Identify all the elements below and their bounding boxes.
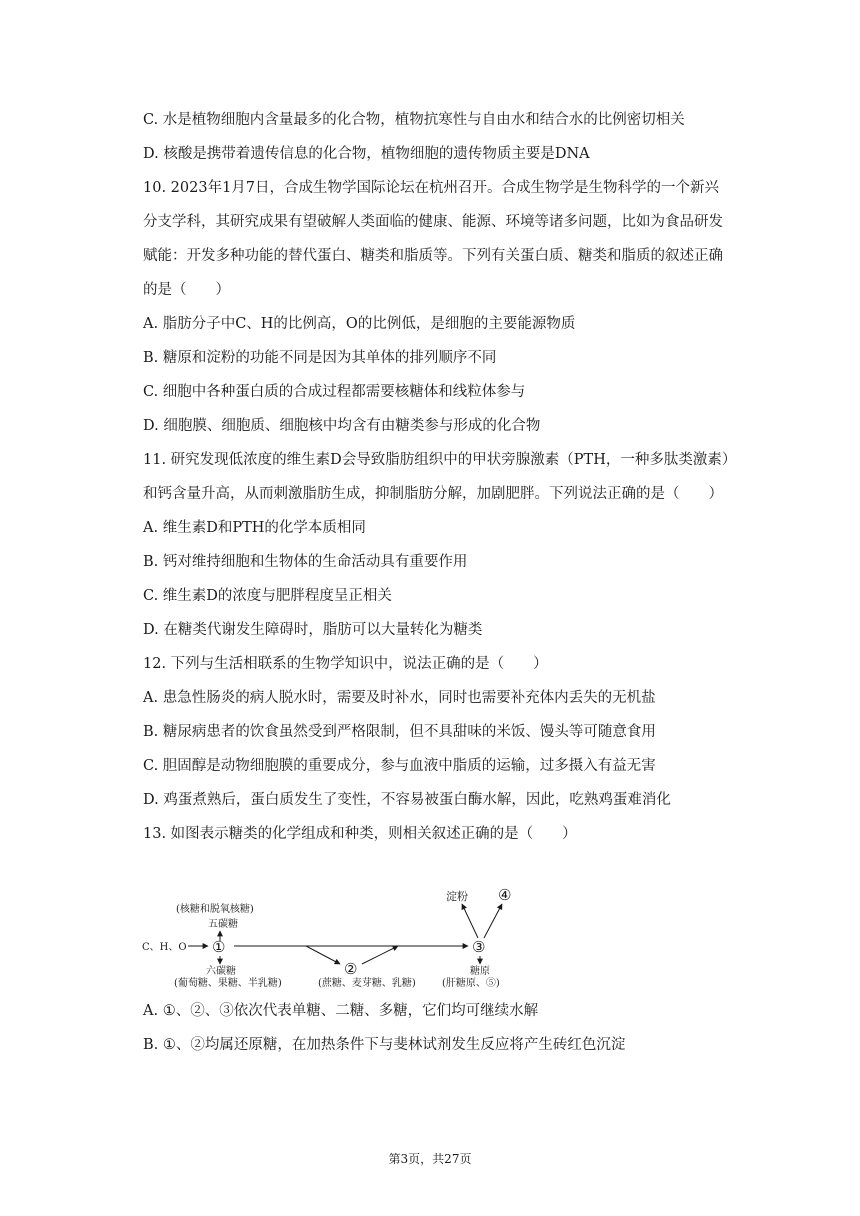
glycogen-examples-label: (肝糖原、⑤) [442,978,500,989]
disaccharide-examples-label: (蔗糖、麦芽糖、乳糖) [318,978,416,989]
arrow-3-to-starch [462,904,478,938]
page-number: 第3页，共27页 [388,1152,472,1166]
option-9c: C. 水是植物细胞内含量最多的化合物，植物抗寒性与自由水和结合水的比例密切相关 [143,112,685,128]
starch-label: 淀粉 [446,890,468,903]
option-12b: B. 糖尿病患者的饮食虽然受到严格限制，但不具甜味的米饭、馒头等可随意食用 [143,724,656,740]
arrow-3-to-4 [484,904,502,938]
question-10-stem-line-3: 赋能：开发多种功能的替代蛋白、糖类和脂质等。下列有关蛋白质、糖类和脂质的叙述正确 [143,248,723,264]
option-12c: C. 胆固醇是动物细胞膜的重要成分，参与血液中脂质的运输，过多摄入有益无害 [143,758,656,774]
node-1: ① [212,938,226,956]
question-13-stem: 13. 如图表示糖类的化学组成和种类，则相关叙述正确的是（ ） [143,826,577,842]
option-11b: B. 钙对维持细胞和生物体的生命活动具有重要作用 [143,554,468,570]
question-11-stem-line-2: 和钙含量升高，从而刺激脂肪生成，抑制脂肪分解，加剧肥胖。下列说法正确的是（ ） [143,486,723,502]
option-12d: D. 鸡蛋煮熟后，蛋白质发生了变性，不容易被蛋白酶水解，因此，吃熟鸡蛋难消化 [143,792,671,808]
option-10c: C. 细胞中各种蛋白质的合成过程都需要核糖体和线粒体参与 [143,384,526,400]
option-12a: A. 患急性肠炎的病人脱水时，需要及时补水，同时也需要补充体内丢失的无机盐 [143,690,656,706]
option-10a: A. 脂肪分子中C、H的比例高，O的比例低，是细胞的主要能源物质 [143,316,576,332]
question-12-stem: 12. 下列与生活相联系的生物学知识中，说法正确的是（ ） [143,656,548,672]
glycogen-label: 糖原 [470,966,490,977]
option-9d: D. 核酸是携带着遗传信息的化合物，植物细胞的遗传物质主要是DNA [143,146,590,162]
option-11a: A. 维生素D和PTH的化学本质相同 [143,520,366,536]
option-10b: B. 糖原和淀粉的功能不同是因为其单体的排列顺序不同 [143,350,497,366]
arrow-1-to-2 [306,946,340,964]
question-10-stem-line-1: 10. 2023年1月7日，合成生物学国际论坛在杭州召开。合成生物学是生物科学的一个新兴 [143,180,720,196]
question-10-stem-line-4: 的是（ ） [143,282,230,298]
option-11d: D. 在糖类代谢发生障碍时，脂肪可以大量转化为糖类 [143,622,483,638]
hexose-label: 六碳糖 [206,966,236,977]
option-13b: B. ①、②均属还原糖，在加热条件下与斐林试剂发生反应将产生砖红色沉淀 [143,1037,626,1053]
pentose-label: 五碳糖 [208,919,238,930]
option-13a: A. ①、②、③依次代表单糖、二糖、多糖，它们均可继续水解 [143,1003,539,1019]
question-10-stem-line-2: 分支学科，其研究成果有望破解人类面临的健康、能源、环境等诸多问题，比如为食品研发 [143,214,723,230]
option-10d: D. 细胞膜、细胞质、细胞核中均含有由糖类参与形成的化合物 [143,418,541,434]
arrow-2-to-3 [362,946,398,964]
pentose-examples-label: (核糖和脱氧核糖) [176,904,254,915]
hexose-examples-label: (葡萄糖、果糖、半乳糖) [174,978,282,989]
sugar-classification-diagram [138,880,538,992]
elements-label: C、H、O [142,942,187,953]
question-11-stem-line-1: 11. 研究发现低浓度的维生素D会导致脂肪组织中的甲状旁腺激素（PTH，一种多肽类激素） [143,452,737,468]
node-3: ③ [472,938,486,956]
option-11c: C. 维生素D的浓度与肥胖程度呈正相关 [143,588,392,604]
node-4: ④ [498,886,512,904]
node-2: ② [344,960,358,978]
